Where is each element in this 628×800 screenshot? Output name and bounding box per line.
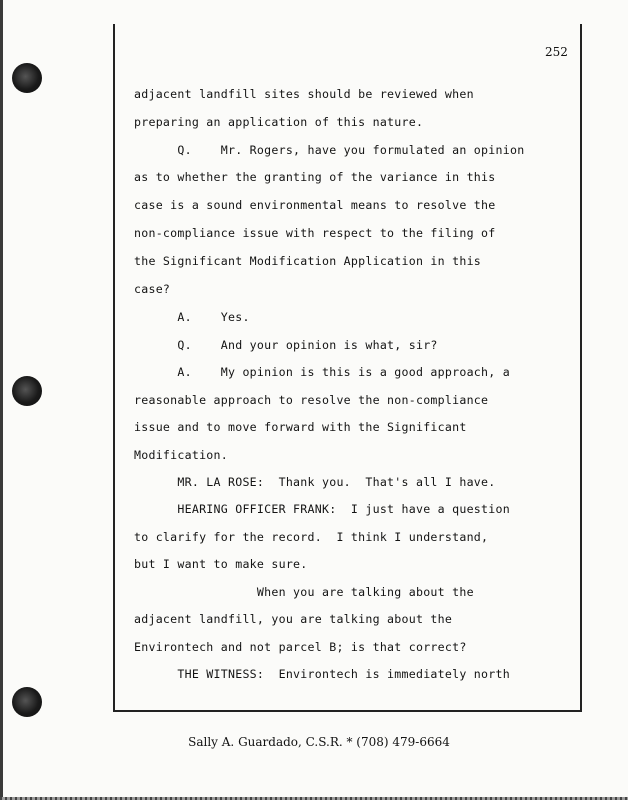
transcript-line: adjacent landfill sites should be reviewed when — [134, 87, 474, 101]
transcript-line: Modification. — [134, 448, 228, 462]
transcript-line: but I want to make sure. — [134, 557, 308, 571]
transcript-line: the Significant Modification Application in this — [134, 254, 482, 268]
transcript-line: adjacent landfill, you are talking about the — [134, 612, 453, 626]
page-number: 252 — [545, 45, 568, 59]
transcript-line: case is a sound environmental means to resolve the — [134, 198, 496, 212]
transcript-line: reasonable approach to resolve the non-compliance — [134, 393, 489, 407]
reporter-footer: Sally A. Guardado, C.S.R. * (708) 479-6664 — [188, 735, 450, 749]
transcript-line: A. My opinion is this is a good approach, a — [134, 365, 510, 379]
binding-hole-icon — [12, 687, 42, 717]
binding-hole-icon — [12, 376, 42, 406]
transcript-line: Q. Mr. Rogers, have you formulated an opinion — [134, 143, 525, 157]
transcript-line: issue and to move forward with the Significant — [134, 420, 467, 434]
transcript-line: HEARING OFFICER FRANK: I just have a question — [134, 502, 510, 516]
transcript-line: preparing an application of this nature. — [134, 115, 424, 129]
transcript-line: A. Yes. — [134, 310, 250, 324]
transcript-line: Environtech and not parcel B; is that correct? — [134, 640, 467, 654]
transcript-line: MR. LA ROSE: Thank you. That's all I have. — [134, 475, 496, 489]
scan-left-edge — [0, 0, 3, 800]
transcript-line: When you are talking about the — [134, 585, 474, 599]
transcript-line: Q. And your opinion is what, sir? — [134, 338, 438, 352]
transcript-line: non-compliance issue with respect to the filing of — [134, 226, 496, 240]
transcript-line: to clarify for the record. I think I understand, — [134, 530, 489, 544]
transcript-line: as to whether the granting of the variance in this — [134, 170, 496, 184]
transcript-line: THE WITNESS: Environtech is immediately north — [134, 667, 510, 681]
transcript-line: case? — [134, 282, 171, 296]
binding-hole-icon — [12, 63, 42, 93]
